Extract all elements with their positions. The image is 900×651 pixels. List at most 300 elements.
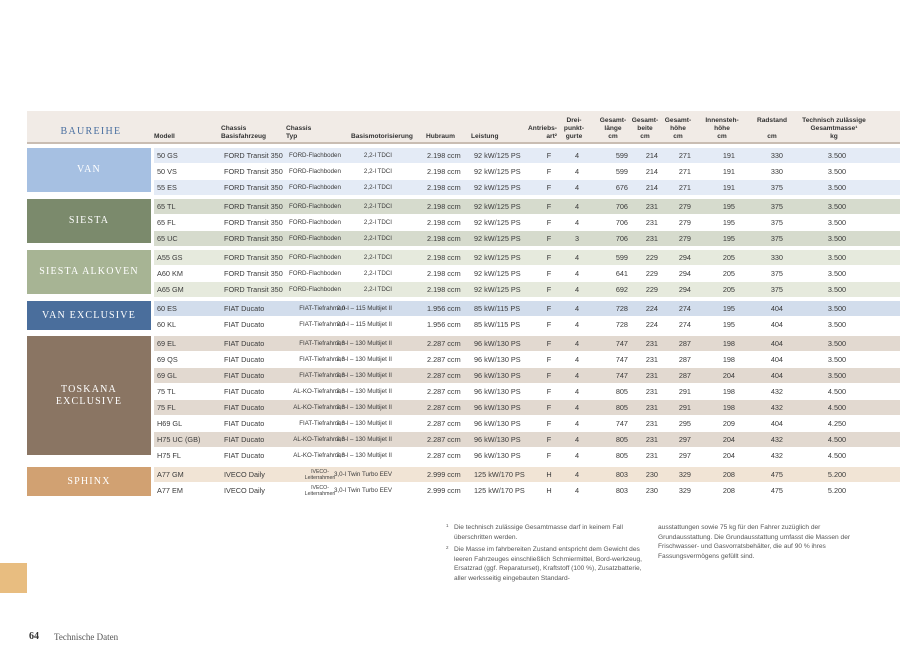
cell-hoehe: 297: [678, 435, 691, 444]
cell-leistung: 96 kW/130 PS: [474, 339, 521, 348]
cell-leistung: 96 kW/130 PS: [474, 419, 521, 428]
group-van: [27, 148, 900, 196]
cell-chassis_basis: FORD Transit 350: [224, 202, 283, 211]
cell-hubraum: 2.198 ccm: [427, 167, 461, 176]
cell-motor: 2,3-l – 130 Multijet II: [336, 340, 392, 347]
cell-radstand: 404: [770, 320, 783, 329]
cell-gurte: 4: [574, 253, 580, 262]
cell-laenge: 706: [615, 202, 628, 211]
cell-hoehe: 291: [678, 387, 691, 396]
cell-masse: 3.500: [827, 253, 847, 262]
table-row: [154, 400, 900, 416]
header-col-hoehe: Gesamt- höhe cm: [664, 117, 692, 140]
cell-innen: 195: [722, 218, 735, 227]
cell-laenge: 706: [615, 234, 628, 243]
cell-chassis_typ: AL-KO-Tiefrahmen: [293, 404, 345, 411]
cell-antrieb: F: [546, 234, 552, 243]
side-tab-marker: [0, 563, 27, 593]
cell-chassis_basis: FIAT Ducato: [224, 451, 265, 460]
cell-leistung: 92 kW/125 PS: [474, 285, 521, 294]
cell-hubraum: 2.287 ccm: [427, 403, 461, 412]
cell-masse: 4.500: [827, 451, 847, 460]
cell-hubraum: 2.287 ccm: [427, 371, 461, 380]
cell-radstand: 375: [770, 285, 783, 294]
header-col-chassis_typ: Chassis Typ: [286, 125, 312, 140]
cell-laenge: 599: [615, 151, 628, 160]
cell-modell: 69 EL: [157, 339, 177, 348]
cell-breite: 231: [645, 403, 658, 412]
cell-chassis_basis: FIAT Ducato: [224, 339, 265, 348]
cell-leistung: 125 kW/170 PS: [474, 470, 525, 479]
cell-modell: A77 EM: [157, 486, 183, 495]
cell-gurte: 4: [574, 486, 580, 495]
cell-laenge: 599: [615, 167, 628, 176]
cell-modell: 65 FL: [157, 218, 176, 227]
table-row: [154, 215, 900, 231]
page-title: Technische Daten: [54, 632, 119, 642]
cell-leistung: 92 kW/125 PS: [474, 218, 521, 227]
cell-radstand: 432: [770, 387, 783, 396]
cell-antrieb: F: [546, 320, 552, 329]
cell-leistung: 92 kW/125 PS: [474, 183, 521, 192]
table-row: [154, 266, 900, 282]
cell-radstand: 475: [770, 470, 783, 479]
header-col-motor: Basismotorisierung: [351, 133, 413, 140]
cell-leistung: 96 kW/130 PS: [474, 387, 521, 396]
table-row: [154, 352, 900, 368]
cell-radstand: 330: [770, 253, 783, 262]
cell-chassis_typ: FORD-Flachboden: [289, 254, 341, 261]
group-siesta-alkoven: [27, 250, 900, 298]
cell-chassis_typ: AL-KO-Tiefrahmen: [293, 452, 345, 459]
cell-chassis_basis: FORD Transit 350: [224, 218, 283, 227]
cell-radstand: 404: [770, 419, 783, 428]
cell-hoehe: 294: [678, 253, 691, 262]
group-van-exclusive: [27, 301, 900, 333]
cell-innen: 205: [722, 253, 735, 262]
cell-chassis_typ: FIAT-Tiefrahmen: [299, 321, 345, 328]
table-row: [154, 164, 900, 180]
cell-antrieb: F: [546, 371, 552, 380]
cell-hubraum: 2.287 ccm: [427, 419, 461, 428]
cell-breite: 230: [645, 486, 658, 495]
cell-gurte: 4: [574, 371, 580, 380]
table-row: [154, 250, 900, 266]
cell-gurte: 4: [574, 339, 580, 348]
cell-chassis_typ: AL-KO-Tiefrahmen: [293, 436, 345, 443]
cell-innen: 191: [722, 167, 735, 176]
cell-laenge: 692: [615, 285, 628, 294]
cell-radstand: 375: [770, 218, 783, 227]
cell-masse: 3.500: [827, 183, 847, 192]
cell-modell: 65 TL: [157, 202, 176, 211]
cell-antrieb: F: [546, 151, 552, 160]
cell-gurte: 4: [574, 167, 580, 176]
cell-radstand: 375: [770, 183, 783, 192]
cell-antrieb: F: [546, 451, 552, 460]
cell-innen: 208: [722, 486, 735, 495]
cell-laenge: 805: [615, 451, 628, 460]
header-col-breite: Gesamt- beite cm: [631, 117, 659, 140]
cell-motor: 2,3-l – 130 Multijet II: [336, 372, 392, 379]
group-toskana-exclusive: [27, 336, 900, 464]
cell-breite: 224: [645, 304, 658, 313]
cell-hoehe: 279: [678, 202, 691, 211]
cell-modell: 60 ES: [157, 304, 177, 313]
footnote-2-continued: ausstattungen sowie 75 kg für den Fahrer zuzüglich der Grundausstattung. Die Grundausstattung umfasst die Massen der Frischwasser- und Gasvorratsbehälter, die auf 90 % ihres Fassungsvermögens gefüllt sind.: [658, 524, 851, 560]
cell-chassis_basis: FIAT Ducato: [224, 419, 265, 428]
cell-masse: 3.500: [827, 218, 847, 227]
cell-breite: 214: [645, 167, 658, 176]
cell-modell: 69 GL: [157, 371, 177, 380]
cell-radstand: 432: [770, 403, 783, 412]
table-row: [154, 199, 900, 215]
cell-modell: A55 GS: [157, 253, 183, 262]
cell-chassis_typ: IVECO- Leiterrahmen: [304, 469, 336, 481]
cell-gurte: 4: [574, 470, 580, 479]
cell-motor: 2,2-l TDCI: [363, 270, 392, 277]
cell-chassis_typ: FORD-Flachboden: [289, 270, 341, 277]
cell-hoehe: 287: [678, 355, 691, 364]
cell-breite: 231: [645, 234, 658, 243]
cell-chassis_basis: IVECO Daily: [224, 470, 265, 479]
cell-motor: 2,2-l TDCI: [363, 286, 392, 293]
cell-laenge: 747: [615, 419, 628, 428]
cell-modell: 60 KL: [157, 320, 177, 329]
cell-radstand: 475: [770, 486, 783, 495]
cell-chassis_basis: IVECO Daily: [224, 486, 265, 495]
cell-hoehe: 295: [678, 419, 691, 428]
cell-innen: 205: [722, 269, 735, 278]
cell-motor: 2,2-l TDCI: [363, 184, 392, 191]
cell-motor: 2,0-l – 115 Multijet II: [336, 305, 392, 312]
cell-modell: 65 UC: [157, 234, 178, 243]
group-siesta: [27, 199, 900, 247]
cell-gurte: 4: [574, 304, 580, 313]
header-col-chassis_basis: Chassis Basisfahrzeug: [221, 125, 267, 140]
cell-innen: 205: [722, 285, 735, 294]
cell-innen: 198: [722, 355, 735, 364]
group-label: TOSKANA EXCLUSIVE: [27, 336, 151, 455]
cell-leistung: 92 kW/125 PS: [474, 269, 521, 278]
cell-chassis_basis: FORD Transit 350: [224, 253, 283, 262]
cell-modell: A60 KM: [157, 269, 183, 278]
cell-hubraum: 1.956 ccm: [427, 320, 461, 329]
cell-motor: 3,0-l Twin Turbo EEV: [333, 471, 392, 478]
cell-hubraum: 2.198 ccm: [427, 253, 461, 262]
header-col-antrieb: Antriebs- art²: [528, 125, 557, 140]
header-col-leistung: Leistung: [471, 133, 499, 140]
cell-motor: 2,2-l TDCI: [363, 254, 392, 261]
cell-radstand: 404: [770, 339, 783, 348]
cell-hoehe: 297: [678, 451, 691, 460]
header-col-laenge: Gesamt- länge cm: [599, 117, 627, 140]
cell-laenge: 706: [615, 218, 628, 227]
cell-hubraum: 2.198 ccm: [427, 218, 461, 227]
cell-chassis_basis: FORD Transit 350: [224, 151, 283, 160]
cell-radstand: 330: [770, 151, 783, 160]
cell-chassis_basis: FIAT Ducato: [224, 320, 265, 329]
table-row: [154, 432, 900, 448]
cell-hubraum: 2.198 ccm: [427, 269, 461, 278]
cell-laenge: 599: [615, 253, 628, 262]
cell-modell: 50 GS: [157, 151, 178, 160]
cell-breite: 214: [645, 151, 658, 160]
table-row: [154, 416, 900, 432]
cell-antrieb: F: [546, 419, 552, 428]
cell-masse: 3.500: [827, 269, 847, 278]
cell-chassis_typ: FORD-Flachboden: [289, 286, 341, 293]
cell-hoehe: 294: [678, 269, 691, 278]
cell-motor: 2,2-l TDCI: [363, 203, 392, 210]
cell-gurte: 4: [574, 387, 580, 396]
cell-masse: 4.500: [827, 387, 847, 396]
cell-radstand: 432: [770, 451, 783, 460]
cell-hoehe: 274: [678, 304, 691, 313]
cell-masse: 3.500: [827, 355, 847, 364]
cell-chassis_basis: FORD Transit 350: [224, 167, 283, 176]
cell-chassis_basis: FIAT Ducato: [224, 355, 265, 364]
cell-radstand: 375: [770, 234, 783, 243]
page-number: 64: [29, 631, 39, 642]
cell-hoehe: 294: [678, 285, 691, 294]
cell-laenge: 747: [615, 355, 628, 364]
group-label: SPHINX: [27, 467, 151, 496]
cell-chassis_basis: FIAT Ducato: [224, 435, 265, 444]
cell-modell: H75 UC (GB): [157, 435, 201, 444]
cell-laenge: 803: [615, 486, 628, 495]
cell-antrieb: H: [546, 486, 552, 495]
cell-antrieb: F: [546, 202, 552, 211]
cell-masse: 3.500: [827, 202, 847, 211]
cell-gurte: 4: [574, 403, 580, 412]
cell-chassis_basis: FORD Transit 350: [224, 183, 283, 192]
cell-leistung: 92 kW/125 PS: [474, 202, 521, 211]
cell-modell: 55 ES: [157, 183, 177, 192]
cell-antrieb: F: [546, 183, 552, 192]
cell-radstand: 330: [770, 167, 783, 176]
cell-antrieb: F: [546, 339, 552, 348]
cell-innen: 209: [722, 419, 735, 428]
table-row: [154, 483, 900, 499]
table-row: [154, 317, 900, 333]
cell-antrieb: F: [546, 435, 552, 444]
cell-gurte: 4: [574, 355, 580, 364]
technical-data-table: [27, 111, 900, 499]
cell-breite: 231: [645, 218, 658, 227]
table-body: [27, 148, 900, 499]
cell-masse: 3.500: [827, 285, 847, 294]
cell-chassis_basis: FIAT Ducato: [224, 403, 265, 412]
group-label: SIESTA ALKOVEN: [27, 250, 151, 294]
table-row: [154, 231, 900, 247]
cell-leistung: 92 kW/125 PS: [474, 253, 521, 262]
cell-innen: 198: [722, 339, 735, 348]
cell-breite: 231: [645, 339, 658, 348]
cell-chassis_typ: FORD-Flachboden: [289, 203, 341, 210]
cell-innen: 195: [722, 320, 735, 329]
cell-hoehe: 279: [678, 218, 691, 227]
cell-antrieb: F: [546, 285, 552, 294]
cell-gurte: 4: [574, 435, 580, 444]
cell-masse: 3.500: [827, 371, 847, 380]
cell-chassis_typ: FIAT-Tiefrahmen: [299, 372, 345, 379]
cell-breite: 231: [645, 355, 658, 364]
cell-hoehe: 271: [678, 167, 691, 176]
cell-gurte: 3: [574, 234, 580, 243]
cell-motor: 2,2-l TDCI: [363, 219, 392, 226]
cell-motor: 2,3-l – 130 Multijet II: [336, 404, 392, 411]
cell-masse: 3.500: [827, 151, 847, 160]
cell-masse: 3.500: [827, 234, 847, 243]
header-col-hubraum: Hubraum: [426, 133, 455, 140]
cell-laenge: 747: [615, 371, 628, 380]
cell-masse: 4.500: [827, 403, 847, 412]
cell-motor: 2,2-l TDCI: [363, 168, 392, 175]
cell-hubraum: 2.198 ccm: [427, 202, 461, 211]
cell-leistung: 92 kW/125 PS: [474, 234, 521, 243]
cell-chassis_typ: FORD-Flachboden: [289, 184, 341, 191]
cell-hubraum: 2.287 ccm: [427, 339, 461, 348]
cell-leistung: 96 kW/130 PS: [474, 451, 521, 460]
cell-chassis_typ: FIAT-Tiefrahmen: [299, 356, 345, 363]
cell-antrieb: F: [546, 355, 552, 364]
cell-leistung: 85 kW/115 PS: [474, 304, 521, 313]
cell-masse: 3.500: [827, 304, 847, 313]
cell-gurte: 4: [574, 218, 580, 227]
cell-chassis_basis: FIAT Ducato: [224, 371, 265, 380]
cell-breite: 224: [645, 320, 658, 329]
cell-radstand: 375: [770, 202, 783, 211]
header-col-innen: Innensteh- höhe cm: [705, 117, 739, 140]
cell-antrieb: F: [546, 403, 552, 412]
cell-chassis_basis: FIAT Ducato: [224, 387, 265, 396]
group-sphinx: [27, 467, 900, 499]
cell-chassis_typ: FIAT-Tiefrahmen: [299, 340, 345, 347]
cell-radstand: 432: [770, 435, 783, 444]
cell-innen: 195: [722, 234, 735, 243]
cell-breite: 214: [645, 183, 658, 192]
cell-innen: 204: [722, 435, 735, 444]
cell-gurte: 4: [574, 419, 580, 428]
cell-masse: 4.500: [827, 435, 847, 444]
cell-antrieb: H: [546, 470, 552, 479]
table-row: [154, 448, 900, 464]
cell-leistung: 125 kW/170 PS: [474, 486, 525, 495]
cell-laenge: 728: [615, 320, 628, 329]
cell-chassis_basis: FORD Transit 350: [224, 285, 283, 294]
cell-chassis_typ: FORD-Flachboden: [289, 219, 341, 226]
cell-radstand: 404: [770, 371, 783, 380]
cell-radstand: 404: [770, 355, 783, 364]
cell-breite: 231: [645, 387, 658, 396]
cell-hubraum: 2.198 ccm: [427, 151, 461, 160]
cell-breite: 230: [645, 470, 658, 479]
cell-hubraum: 2.287 ccm: [427, 451, 461, 460]
cell-motor: 2,3-l – 130 Multijet II: [336, 436, 392, 443]
cell-chassis_typ: FORD-Flachboden: [289, 152, 341, 159]
cell-hoehe: 287: [678, 339, 691, 348]
cell-masse: 5.200: [827, 486, 847, 495]
cell-hubraum: 2.198 ccm: [427, 183, 461, 192]
cell-modell: 50 VS: [157, 167, 177, 176]
cell-hubraum: 2.287 ccm: [427, 387, 461, 396]
table-row: [154, 336, 900, 352]
cell-motor: 2,2-l TDCI: [363, 235, 392, 242]
cell-hoehe: 329: [678, 486, 691, 495]
cell-hubraum: 2.999 ccm: [427, 470, 461, 479]
cell-motor: 2,0-l – 115 Multijet II: [336, 321, 392, 328]
table-row: [154, 384, 900, 400]
cell-laenge: 747: [615, 339, 628, 348]
cell-innen: 195: [722, 304, 735, 313]
cell-motor: 2,3-l – 130 Multijet II: [336, 388, 392, 395]
cell-hoehe: 329: [678, 470, 691, 479]
header-baureihe: BAUREIHE: [60, 126, 122, 137]
cell-breite: 229: [645, 285, 658, 294]
cell-motor: 2,3-l – 130 Multijet II: [336, 420, 392, 427]
cell-modell: H69 GL: [157, 419, 183, 428]
cell-radstand: 375: [770, 269, 783, 278]
cell-chassis_basis: FORD Transit 350: [224, 234, 283, 243]
cell-leistung: 96 kW/130 PS: [474, 355, 521, 364]
cell-breite: 231: [645, 419, 658, 428]
footnote-1: 1 Die technisch zulässige Gesamtmasse darf in keinem Fall überschritten werden.: [446, 523, 623, 541]
cell-chassis_typ: AL-KO-Tiefrahmen: [293, 388, 345, 395]
header-col-modell: Modell: [154, 133, 175, 140]
cell-antrieb: F: [546, 387, 552, 396]
cell-radstand: 404: [770, 304, 783, 313]
cell-innen: 191: [722, 183, 735, 192]
group-label: SIESTA: [27, 199, 151, 243]
cell-breite: 231: [645, 435, 658, 444]
cell-gurte: 4: [574, 151, 580, 160]
group-label: VAN: [27, 148, 151, 192]
cell-chassis_typ: FIAT-Tiefrahmen: [299, 305, 345, 312]
cell-hoehe: 271: [678, 151, 691, 160]
cell-gurte: 4: [574, 320, 580, 329]
cell-chassis_basis: FIAT Ducato: [224, 304, 265, 313]
cell-masse: 3.500: [827, 339, 847, 348]
cell-breite: 231: [645, 202, 658, 211]
table-row: [154, 467, 900, 483]
cell-hoehe: 271: [678, 183, 691, 192]
cell-masse: 3.500: [827, 167, 847, 176]
cell-hubraum: 1.956 ccm: [427, 304, 461, 313]
cell-leistung: 96 kW/130 PS: [474, 435, 521, 444]
cell-hubraum: 2.287 ccm: [427, 355, 461, 364]
cell-innen: 198: [722, 403, 735, 412]
cell-antrieb: F: [546, 167, 552, 176]
cell-antrieb: F: [546, 218, 552, 227]
cell-masse: 4.250: [827, 419, 847, 428]
cell-modell: 75 FL: [157, 403, 176, 412]
cell-motor: 2,2-l TDCI: [363, 152, 392, 159]
cell-chassis_typ: IVECO- Leiterrahmen: [304, 485, 336, 497]
cell-laenge: 728: [615, 304, 628, 313]
cell-masse: 5.200: [827, 470, 847, 479]
cell-hubraum: 2.198 ccm: [427, 234, 461, 243]
cell-leistung: 92 kW/125 PS: [474, 167, 521, 176]
cell-antrieb: F: [546, 304, 552, 313]
cell-hoehe: 287: [678, 371, 691, 380]
cell-gurte: 4: [574, 269, 580, 278]
cell-innen: 204: [722, 371, 735, 380]
table-row: [154, 282, 900, 298]
cell-laenge: 803: [615, 470, 628, 479]
cell-modell: A77 GM: [157, 470, 184, 479]
cell-leistung: 96 kW/130 PS: [474, 403, 521, 412]
